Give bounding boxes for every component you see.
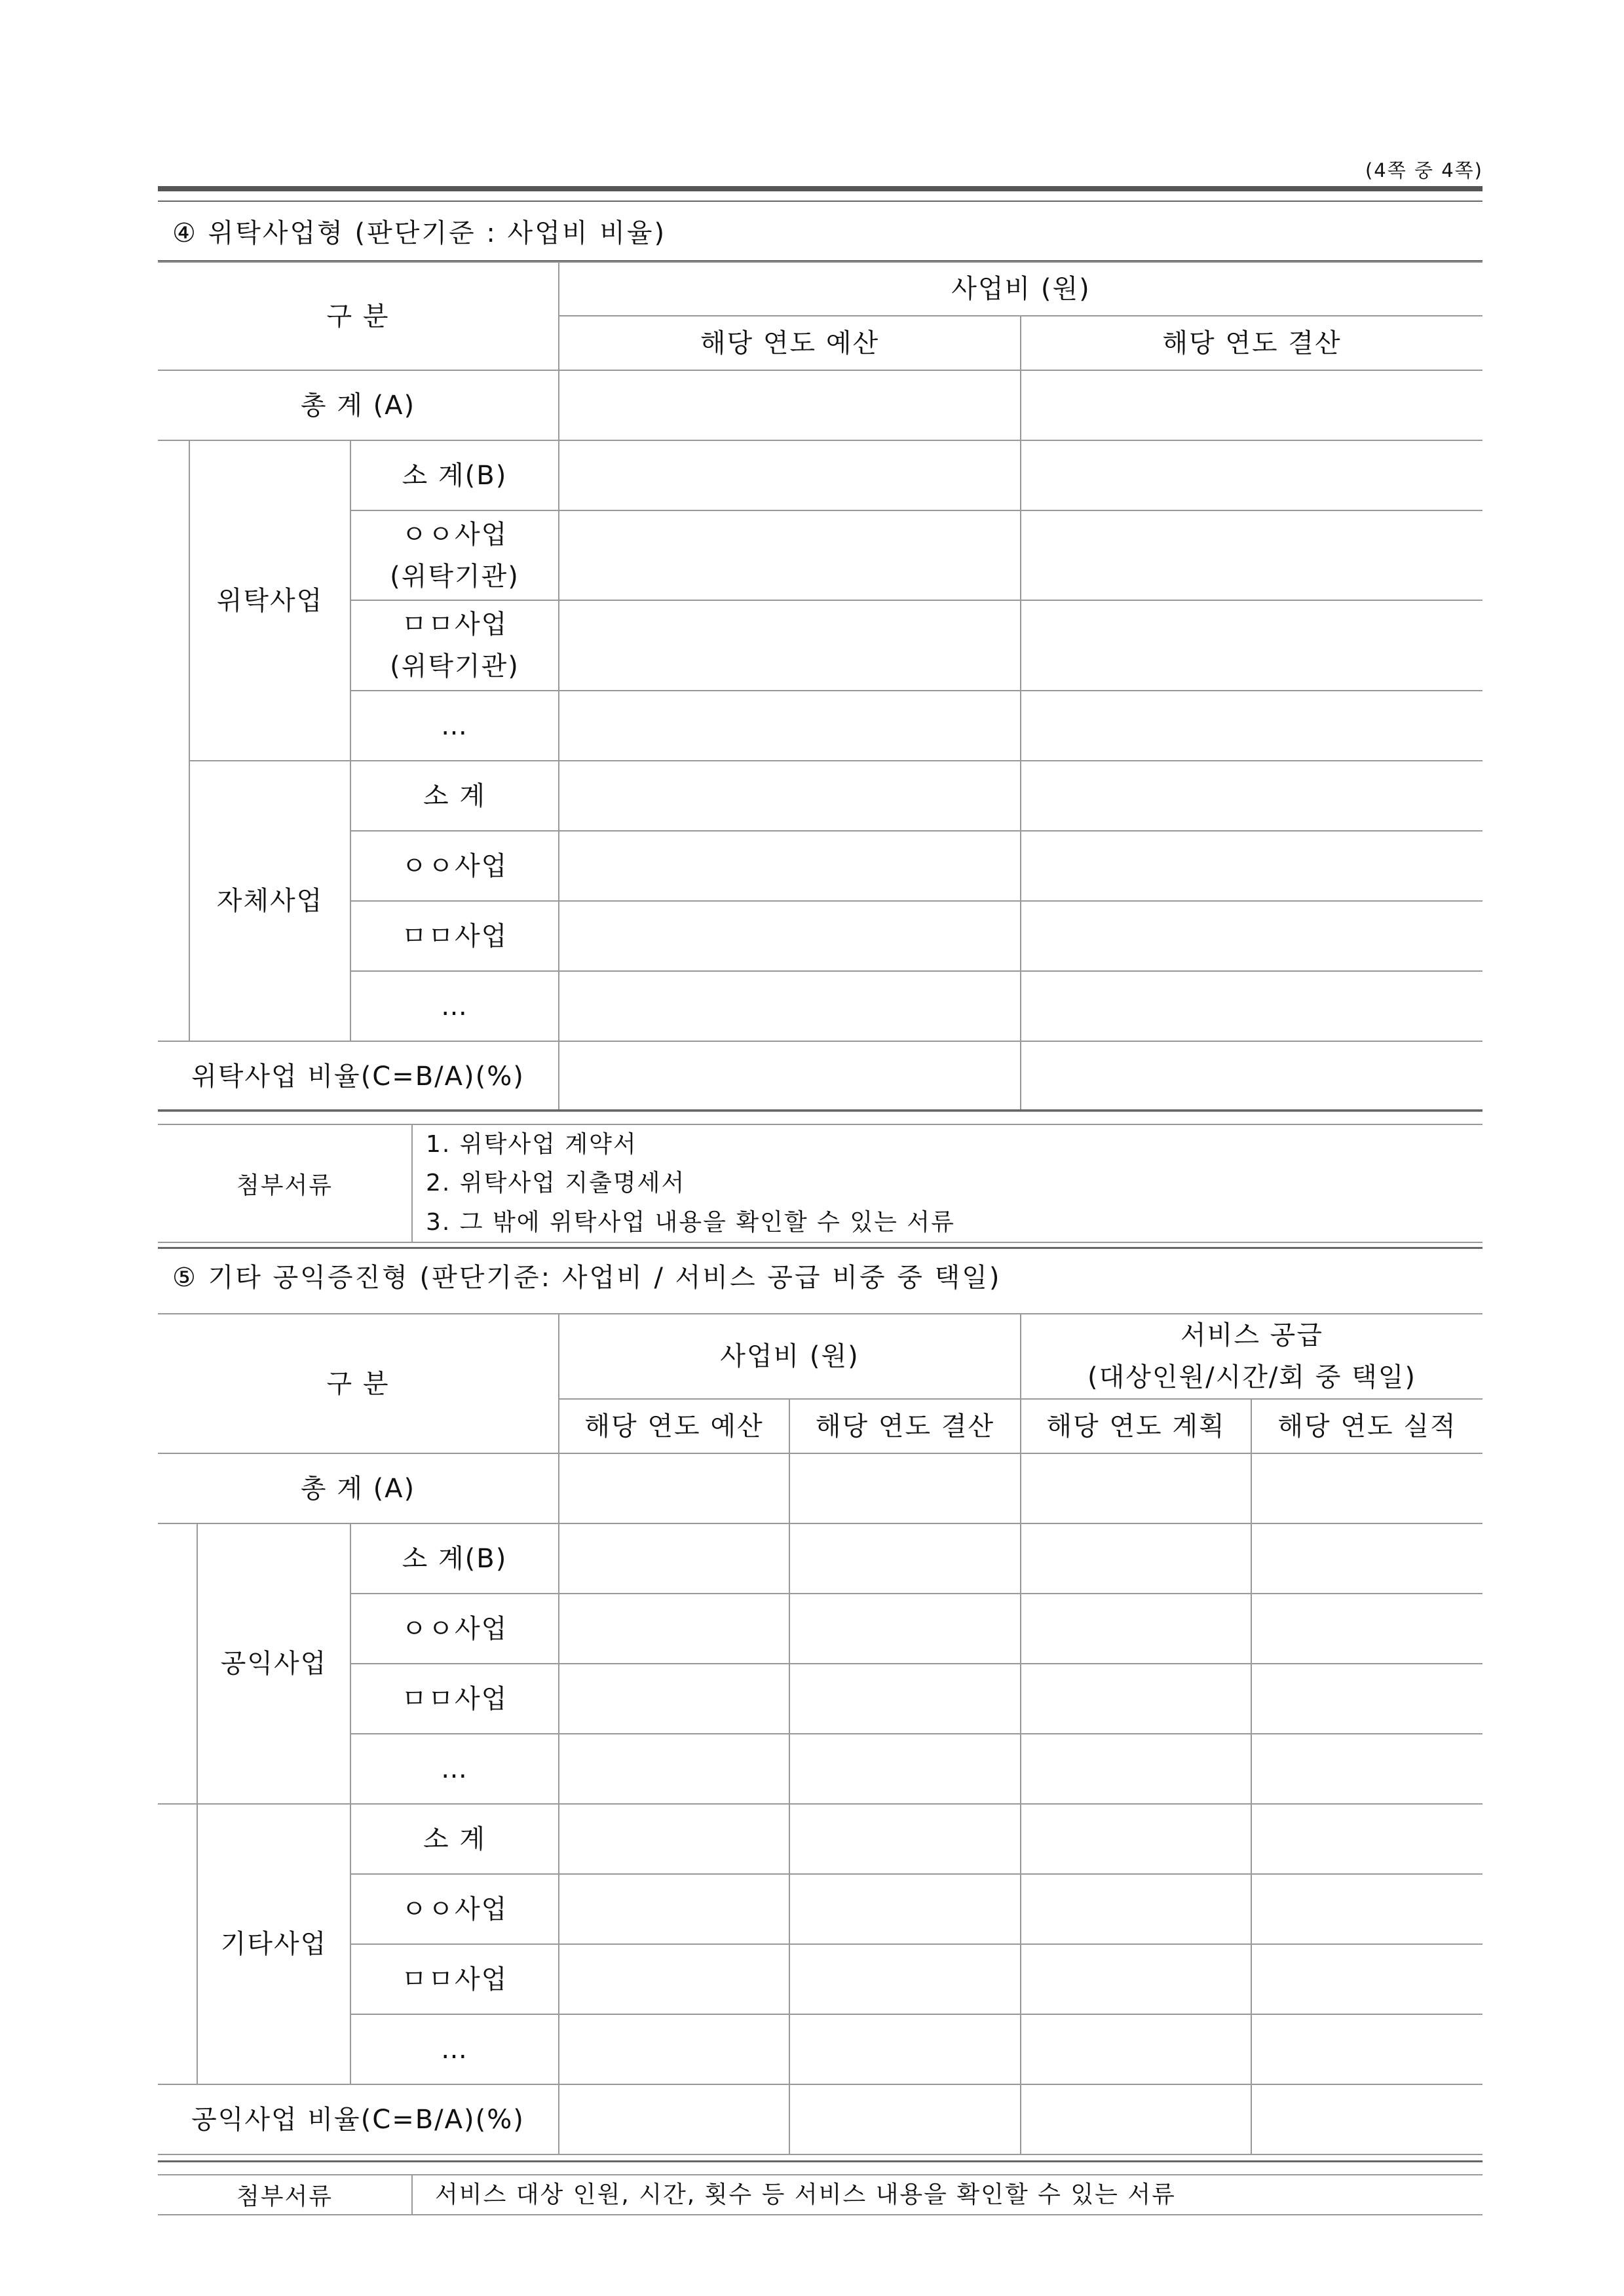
indent bbox=[158, 1804, 197, 2084]
subtotal-label: 소 계(B) bbox=[350, 440, 559, 510]
attachments-label: 첨부서류 bbox=[158, 1124, 412, 1242]
input-cell[interactable] bbox=[789, 1944, 1021, 2014]
header-settlement: 해당 연도 결산 bbox=[1021, 316, 1482, 370]
input-cell[interactable] bbox=[1021, 831, 1482, 901]
section4-title: ④ 위탁사업형 (판단기준 : 사업비 비율) bbox=[172, 218, 667, 248]
rule bbox=[158, 1247, 1482, 1249]
input-cell[interactable] bbox=[1021, 370, 1482, 440]
input-cell[interactable] bbox=[1021, 2084, 1251, 2154]
input-cell[interactable] bbox=[559, 600, 1021, 691]
page-indicator: (4쪽 중 4쪽) bbox=[1365, 159, 1483, 182]
header-plan: 해당 연도 계획 bbox=[1021, 1399, 1251, 1453]
input-cell[interactable] bbox=[789, 1874, 1021, 1944]
group-name: 위탁사업 bbox=[189, 440, 350, 761]
ellipsis: … bbox=[350, 691, 559, 761]
input-cell[interactable] bbox=[1251, 1874, 1482, 1944]
input-cell[interactable] bbox=[1021, 510, 1482, 600]
indent bbox=[158, 1523, 197, 1804]
input-cell[interactable] bbox=[789, 1594, 1021, 1664]
input-cell[interactable] bbox=[559, 761, 1021, 831]
header-budget: 해당 연도 예산 bbox=[559, 316, 1021, 370]
item-label: ㅇㅇ사업 bbox=[350, 1594, 559, 1664]
input-cell[interactable] bbox=[1021, 971, 1482, 1041]
header-service: 서비스 공급 (대상인원/시간/회 중 택일) bbox=[1021, 1314, 1482, 1399]
input-cell[interactable] bbox=[559, 1664, 789, 1734]
input-cell[interactable] bbox=[789, 1664, 1021, 1734]
item-label: ㅇㅇ사업 (위탁기관) bbox=[350, 510, 559, 600]
input-cell[interactable] bbox=[1021, 1523, 1251, 1594]
input-cell[interactable] bbox=[559, 1804, 789, 1874]
input-cell[interactable] bbox=[559, 1041, 1021, 1111]
input-cell[interactable] bbox=[789, 2084, 1021, 2154]
total-label: 총 계 (A) bbox=[158, 1453, 559, 1523]
input-cell[interactable] bbox=[559, 370, 1021, 440]
input-cell[interactable] bbox=[559, 971, 1021, 1041]
input-cell[interactable] bbox=[559, 510, 1021, 600]
input-cell[interactable] bbox=[559, 691, 1021, 761]
subtotal-label: 소 계(B) bbox=[350, 1523, 559, 1594]
header-category: 구 분 bbox=[158, 1314, 559, 1453]
subtotal-label: 소 계 bbox=[350, 1804, 559, 1874]
input-cell[interactable] bbox=[559, 1734, 789, 1804]
input-cell[interactable] bbox=[1251, 1523, 1482, 1594]
input-cell[interactable] bbox=[789, 1453, 1021, 1523]
header-category: 구 분 bbox=[158, 262, 559, 370]
section4-table bbox=[158, 261, 1482, 1112]
input-cell[interactable] bbox=[559, 2084, 789, 2154]
input-cell[interactable] bbox=[559, 831, 1021, 901]
input-cell[interactable] bbox=[559, 1944, 789, 2014]
group-name: 자체사업 bbox=[189, 761, 350, 1041]
ellipsis: … bbox=[350, 2014, 559, 2084]
ellipsis: … bbox=[350, 1734, 559, 1804]
input-cell[interactable] bbox=[1021, 1453, 1251, 1523]
attachments-label: 첨부서류 bbox=[158, 2175, 412, 2215]
input-cell[interactable] bbox=[1251, 2014, 1482, 2084]
input-cell[interactable] bbox=[1021, 1804, 1251, 1874]
input-cell[interactable] bbox=[1251, 1594, 1482, 1664]
group-name: 기타사업 bbox=[197, 1804, 350, 2084]
rule bbox=[158, 201, 1482, 202]
item-label: ㅁㅁ사업 bbox=[350, 901, 559, 971]
section5-attachments bbox=[158, 2174, 1482, 2215]
subtotal-label: 소 계 bbox=[350, 761, 559, 831]
section5-title: ⑤ 기타 공익증진형 (판단기준: 사업비 / 서비스 공급 비중 중 택일) bbox=[172, 1263, 1002, 1293]
input-cell[interactable] bbox=[559, 1523, 789, 1594]
rule bbox=[158, 1109, 1482, 1111]
input-cell[interactable] bbox=[559, 1594, 789, 1664]
item-label: ㅇㅇ사업 bbox=[350, 831, 559, 901]
ratio-label: 공익사업 비율(C=B/A)(%) bbox=[158, 2084, 559, 2154]
item-label: ㅁㅁ사업 (위탁기관) bbox=[350, 600, 559, 691]
item-label: ㅁㅁ사업 bbox=[350, 1944, 559, 2014]
input-cell[interactable] bbox=[789, 2014, 1021, 2084]
input-cell[interactable] bbox=[1021, 1874, 1251, 1944]
item-label: ㅇㅇ사업 bbox=[350, 1874, 559, 1944]
input-cell[interactable] bbox=[1021, 600, 1482, 691]
input-cell[interactable] bbox=[1021, 1594, 1251, 1664]
total-label: 총 계 (A) bbox=[158, 370, 559, 440]
input-cell[interactable] bbox=[1021, 761, 1482, 831]
input-cell[interactable] bbox=[1021, 2014, 1251, 2084]
input-cell[interactable] bbox=[789, 1523, 1021, 1594]
header-actual: 해당 연도 실적 bbox=[1251, 1399, 1482, 1453]
header-cost: 사업비 (원) bbox=[559, 262, 1482, 316]
input-cell[interactable] bbox=[1021, 1944, 1251, 2014]
input-cell[interactable] bbox=[1021, 1734, 1251, 1804]
input-cell[interactable] bbox=[559, 901, 1021, 971]
rule bbox=[158, 2160, 1482, 2162]
attachment-item: 1. 위탁사업 계약서 bbox=[426, 1131, 637, 1158]
input-cell[interactable] bbox=[1021, 901, 1482, 971]
input-cell[interactable] bbox=[1251, 1804, 1482, 1874]
section4-attachments bbox=[158, 1124, 1482, 1243]
attachment-item: 2. 위탁사업 지출명세서 bbox=[426, 1170, 686, 1197]
top-rule bbox=[158, 186, 1482, 191]
input-cell[interactable] bbox=[1251, 1453, 1482, 1523]
attachments-text: 서비스 대상 인원, 시간, 횟수 등 서비스 내용을 확인할 수 있는 서류 bbox=[412, 2175, 1482, 2215]
header-settlement: 해당 연도 결산 bbox=[789, 1399, 1021, 1453]
header-cost: 사업비 (원) bbox=[559, 1314, 1021, 1399]
input-cell[interactable] bbox=[559, 1453, 789, 1523]
input-cell[interactable] bbox=[789, 1734, 1021, 1804]
input-cell[interactable] bbox=[1021, 691, 1482, 761]
input-cell[interactable] bbox=[1251, 1944, 1482, 2014]
group-name: 공익사업 bbox=[197, 1523, 350, 1804]
indent bbox=[158, 761, 189, 1041]
input-cell[interactable] bbox=[1021, 1041, 1482, 1111]
section5-table bbox=[158, 1313, 1482, 2155]
attachments-list bbox=[412, 1124, 1482, 1242]
input-cell[interactable] bbox=[1251, 1664, 1482, 1734]
ratio-label: 위탁사업 비율(C=B/A)(%) bbox=[158, 1041, 559, 1111]
input-cell[interactable] bbox=[1251, 1734, 1482, 1804]
input-cell[interactable] bbox=[559, 440, 1021, 510]
item-label: ㅁㅁ사업 bbox=[350, 1664, 559, 1734]
header-budget: 해당 연도 예산 bbox=[559, 1399, 789, 1453]
input-cell[interactable] bbox=[1251, 2084, 1482, 2154]
input-cell[interactable] bbox=[1021, 440, 1482, 510]
ellipsis: … bbox=[350, 971, 559, 1041]
input-cell[interactable] bbox=[559, 2014, 789, 2084]
input-cell[interactable] bbox=[789, 1804, 1021, 1874]
indent bbox=[158, 440, 189, 761]
input-cell[interactable] bbox=[559, 1874, 789, 1944]
input-cell[interactable] bbox=[1021, 1664, 1251, 1734]
attachment-item: 3. 그 밖에 위탁사업 내용을 확인할 수 있는 서류 bbox=[426, 1208, 955, 1236]
